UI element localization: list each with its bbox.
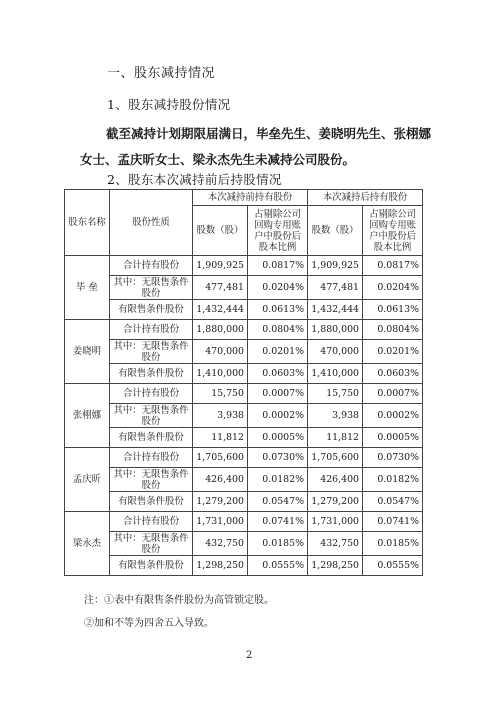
after-ratio: 0.0547% <box>363 492 423 512</box>
after-shares: 426,400 <box>308 468 363 492</box>
before-ratio: 0.0603% <box>248 364 308 384</box>
table-row <box>65 512 423 532</box>
after-ratio: 0.0555% <box>363 556 423 576</box>
after-shares: 1,909,925 <box>308 256 363 276</box>
before-shares: 1,880,000 <box>193 320 248 340</box>
share-type: 有限售条件股份 <box>110 428 193 448</box>
before-shares: 1,909,925 <box>193 256 248 276</box>
before-ratio: 0.0613% <box>248 300 308 320</box>
before-shares: 1,731,000 <box>193 512 248 532</box>
header-before: 本次减持前持有股份 <box>193 190 308 206</box>
share-type: 合计持有股份 <box>110 448 193 468</box>
table-row <box>65 468 423 492</box>
share-type: 其中：无限售条件股份 <box>110 340 193 364</box>
after-ratio: 0.0613% <box>363 300 423 320</box>
holder-name: 毕 垒 <box>65 256 110 320</box>
share-type: 合计持有股份 <box>110 256 193 276</box>
before-ratio: 0.0204% <box>248 276 308 300</box>
holdings-table <box>64 189 423 576</box>
before-shares: 1,298,250 <box>193 556 248 576</box>
before-shares: 426,400 <box>193 468 248 492</box>
after-shares: 1,410,000 <box>308 364 363 384</box>
summary-text: 截至减持计划期限届满日，毕垒先生、姜晓明先生、张栩娜女士、孟庆昕女士、梁永杰先生未减持公司股份。 <box>80 126 432 167</box>
before-shares: 1,410,000 <box>193 364 248 384</box>
footnote-1: 注：①表中有限售条件股份为高管锁定股。 <box>84 595 274 606</box>
before-shares: 15,750 <box>193 384 248 404</box>
share-type: 有限售条件股份 <box>110 492 193 512</box>
before-ratio: 0.0741% <box>248 512 308 532</box>
holdings-table-body <box>65 190 423 576</box>
table-row <box>65 556 423 576</box>
after-ratio: 0.0804% <box>363 320 423 340</box>
table-row <box>65 300 423 320</box>
after-shares: 432,750 <box>308 532 363 556</box>
share-type: 有限售条件股份 <box>110 300 193 320</box>
table-row <box>65 532 423 556</box>
table-row <box>65 492 423 512</box>
subsection-heading-1: 1、股东减持股份情况 <box>107 97 231 112</box>
holder-name: 梁永杰 <box>65 512 110 576</box>
before-shares: 1,432,444 <box>193 300 248 320</box>
before-shares: 1,705,600 <box>193 448 248 468</box>
after-ratio: 0.0603% <box>363 364 423 384</box>
before-ratio: 0.0002% <box>248 404 308 428</box>
after-ratio: 0.0002% <box>363 404 423 428</box>
table-row <box>65 364 423 384</box>
after-ratio: 0.0182% <box>363 468 423 492</box>
after-shares: 1,880,000 <box>308 320 363 340</box>
table-row <box>65 428 423 448</box>
after-shares: 15,750 <box>308 384 363 404</box>
share-type: 其中：无限售条件股份 <box>110 532 193 556</box>
holder-name: 姜晓明 <box>65 320 110 384</box>
table-row <box>65 404 423 428</box>
before-shares: 470,000 <box>193 340 248 364</box>
before-ratio: 0.0185% <box>248 532 308 556</box>
share-type: 其中：无限售条件股份 <box>110 468 193 492</box>
before-ratio: 0.0182% <box>248 468 308 492</box>
share-type: 有限售条件股份 <box>110 556 193 576</box>
header-after-shares: 股数（股） <box>308 206 363 256</box>
table-row <box>65 448 423 468</box>
after-ratio: 0.0741% <box>363 512 423 532</box>
summary-paragraph <box>80 121 432 173</box>
after-shares: 1,705,600 <box>308 448 363 468</box>
table-row <box>65 320 423 340</box>
after-ratio: 0.0201% <box>363 340 423 364</box>
table-header-row-1 <box>65 190 423 206</box>
table-row <box>65 384 423 404</box>
after-shares: 11,812 <box>308 428 363 448</box>
header-before-ratio: 占剔除公司回购专用账户中股份后股本比例 <box>248 206 308 256</box>
after-ratio: 0.0817% <box>363 256 423 276</box>
before-shares: 1,279,200 <box>193 492 248 512</box>
before-shares: 477,481 <box>193 276 248 300</box>
before-ratio: 0.0804% <box>248 320 308 340</box>
share-type: 有限售条件股份 <box>110 364 193 384</box>
before-ratio: 0.0547% <box>248 492 308 512</box>
after-shares: 1,298,250 <box>308 556 363 576</box>
table-row <box>65 256 423 276</box>
after-shares: 477,481 <box>308 276 363 300</box>
after-ratio: 0.0730% <box>363 448 423 468</box>
after-shares: 470,000 <box>308 340 363 364</box>
before-ratio: 0.0201% <box>248 340 308 364</box>
before-ratio: 0.0555% <box>248 556 308 576</box>
after-shares: 1,432,444 <box>308 300 363 320</box>
header-type: 股份性质 <box>110 190 193 256</box>
table-row <box>65 340 423 364</box>
after-ratio: 0.0204% <box>363 276 423 300</box>
subsection-heading-2: 2、股东本次减持前后持股情况 <box>107 172 282 187</box>
holder-name: 孟庆昕 <box>65 448 110 512</box>
before-ratio: 0.0817% <box>248 256 308 276</box>
after-shares: 1,731,000 <box>308 512 363 532</box>
before-shares: 3,938 <box>193 404 248 428</box>
before-ratio: 0.0007% <box>248 384 308 404</box>
header-after-ratio: 占剔除公司回购专用账户中股份后股本比例 <box>363 206 423 256</box>
table-row <box>65 276 423 300</box>
footnote-2: ②加和不等为四舍五入导致。 <box>84 618 214 629</box>
header-after: 本次减持后持有股份 <box>308 190 423 206</box>
after-ratio: 0.0007% <box>363 384 423 404</box>
before-ratio: 0.0730% <box>248 448 308 468</box>
holder-name: 张栩娜 <box>65 384 110 448</box>
before-ratio: 0.0005% <box>248 428 308 448</box>
before-shares: 432,750 <box>193 532 248 556</box>
after-ratio: 0.0185% <box>363 532 423 556</box>
share-type: 其中：无限售条件股份 <box>110 276 193 300</box>
page-number: 2 <box>246 650 253 661</box>
share-type: 合计持有股份 <box>110 384 193 404</box>
header-before-shares: 股数（股） <box>193 206 248 256</box>
section-heading: 一、股东减持情况 <box>107 66 216 81</box>
before-shares: 11,812 <box>193 428 248 448</box>
after-ratio: 0.0005% <box>363 428 423 448</box>
header-holder: 股东名称 <box>65 190 110 256</box>
share-type: 合计持有股份 <box>110 320 193 340</box>
share-type: 其中：无限售条件股份 <box>110 404 193 428</box>
share-type: 合计持有股份 <box>110 512 193 532</box>
after-shares: 3,938 <box>308 404 363 428</box>
after-shares: 1,279,200 <box>308 492 363 512</box>
